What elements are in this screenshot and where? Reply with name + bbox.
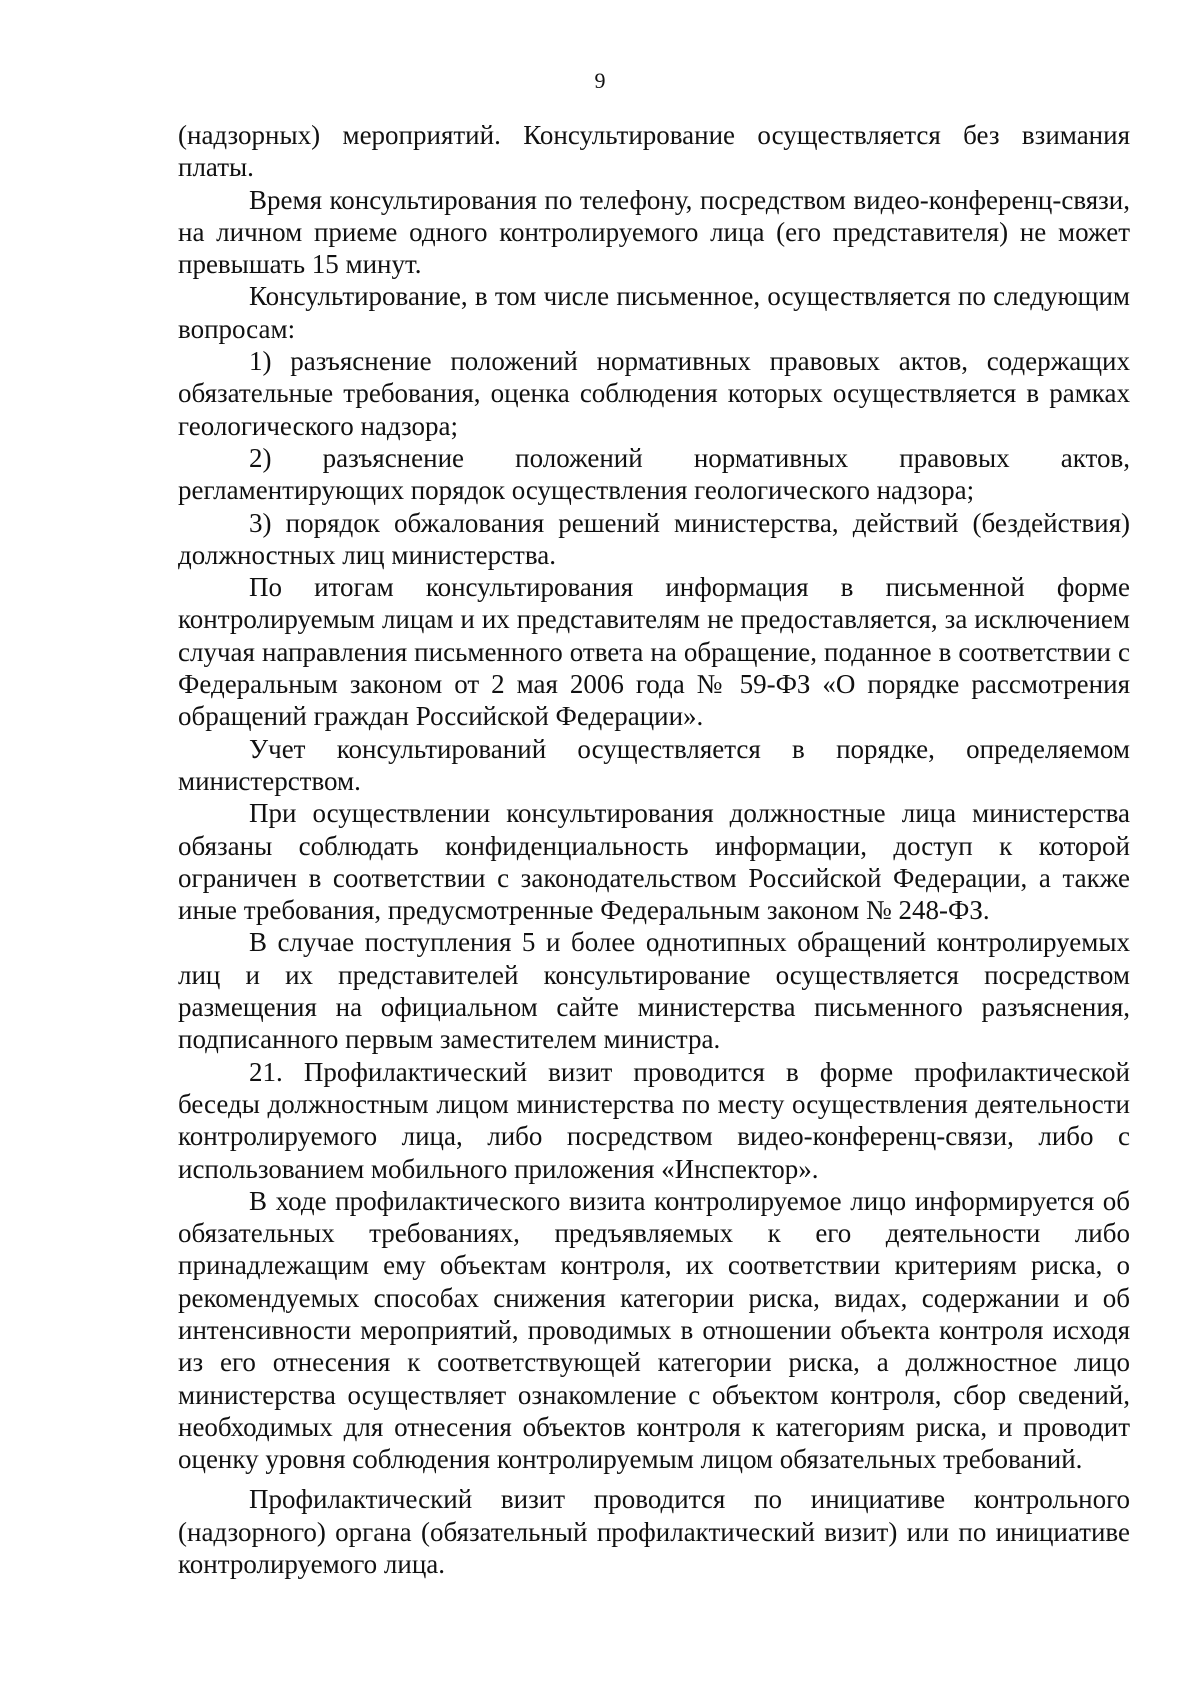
paragraph-multiple-requests: В случае поступления 5 и более однотипных обращений контролируемых лиц и их представителей консультирование осуществляется посредством размещения на официальном сайте министерства письменного разъяснения, подписанного первым заместителем министра. <box>178 927 1130 1055</box>
paragraph-continuation: (надзорных) мероприятий. Консультирование осуществляется без взимания платы. <box>178 120 1130 183</box>
paragraph-consultation-record: Учет консультирований осуществляется в порядке, определяемом министерством. <box>178 733 1130 796</box>
document-body <box>178 119 1130 1580</box>
list-item-2: 2) разъяснение положений нормативных правовых актов, регламентирующих порядок осуществления геологического надзора; <box>178 442 1130 506</box>
paragraph-confidentiality: При осуществлении консультирования должностные лица министерства обязаны соблюдать конфиденциальность информации, доступ к которой ограничен в соответствии с законодательством Российской Федерации, а также иные требования, предусмотренные Федеральным законом № 248-ФЗ. <box>178 798 1130 926</box>
paragraph-consultation-time: Время консультирования по телефону, посредством видео-конференц-связи, на личном приеме одного контролируемого лица (его представителя) не может превышать 15 минут. <box>178 184 1130 280</box>
paragraph-written-info: По итогам консультирования информация в письменной форме контролируемым лицам и их представителям не предоставляется, за исключением случая направления письменного ответа на обращение, поданное в соответствии с Федеральным законом от 2 мая 2006 года № 59-ФЗ «О порядке рассмотрения обращений граждан Российской Федерации». <box>178 572 1130 732</box>
paragraph-visit-initiative: Профилактический визит проводится по инициативе контрольного (надзорного) органа (обязательный профилактический визит) или по инициативе контролируемого лица. <box>178 1484 1130 1580</box>
paragraph-section-21: 21. Профилактический визит проводится в форме профилактической беседы должностным лицом министерства по месту осуществления деятельности контролируемого лица, либо посредством видео-конференц-связи, либо с использованием мобильного приложения «Инспектор». <box>178 1056 1130 1184</box>
list-item-1: 1) разъяснение положений нормативных правовых актов, содержащих обязательные требования, оценка соблюдения которых осуществляется в рамках геологического надзора; <box>178 346 1130 441</box>
page-number: 9 <box>594 68 606 93</box>
paragraph-consultation-topics: Консультирование, в том числе письменное, осуществляется по следующим вопросам: <box>178 281 1130 344</box>
list-item-3: 3) порядок обжалования решений министерства, действий (бездействия) должностных лиц министерства. <box>178 507 1130 570</box>
paragraph-visit-details: В ходе профилактического визита контролируемое лицо информируется об обязательных требованиях, предъявляемых к его деятельности либо принадлежащим ему объектам контроля, их соответствии критериям риска, о рекомендуемых способах снижения категории риска, видах, содержании и об интенсивности мероприятий, проводимых в отношении объекта контроля исходя из его отнесения к соответствующей категории риска, а должностное лицо министерства осуществляет ознакомление с объектом контроля, сбор сведений, необходимых для отнесения объектов контроля к категориям риска, и проводит оценку уровня соблюдения контролируемым лицом обязательных требований. <box>178 1185 1130 1475</box>
